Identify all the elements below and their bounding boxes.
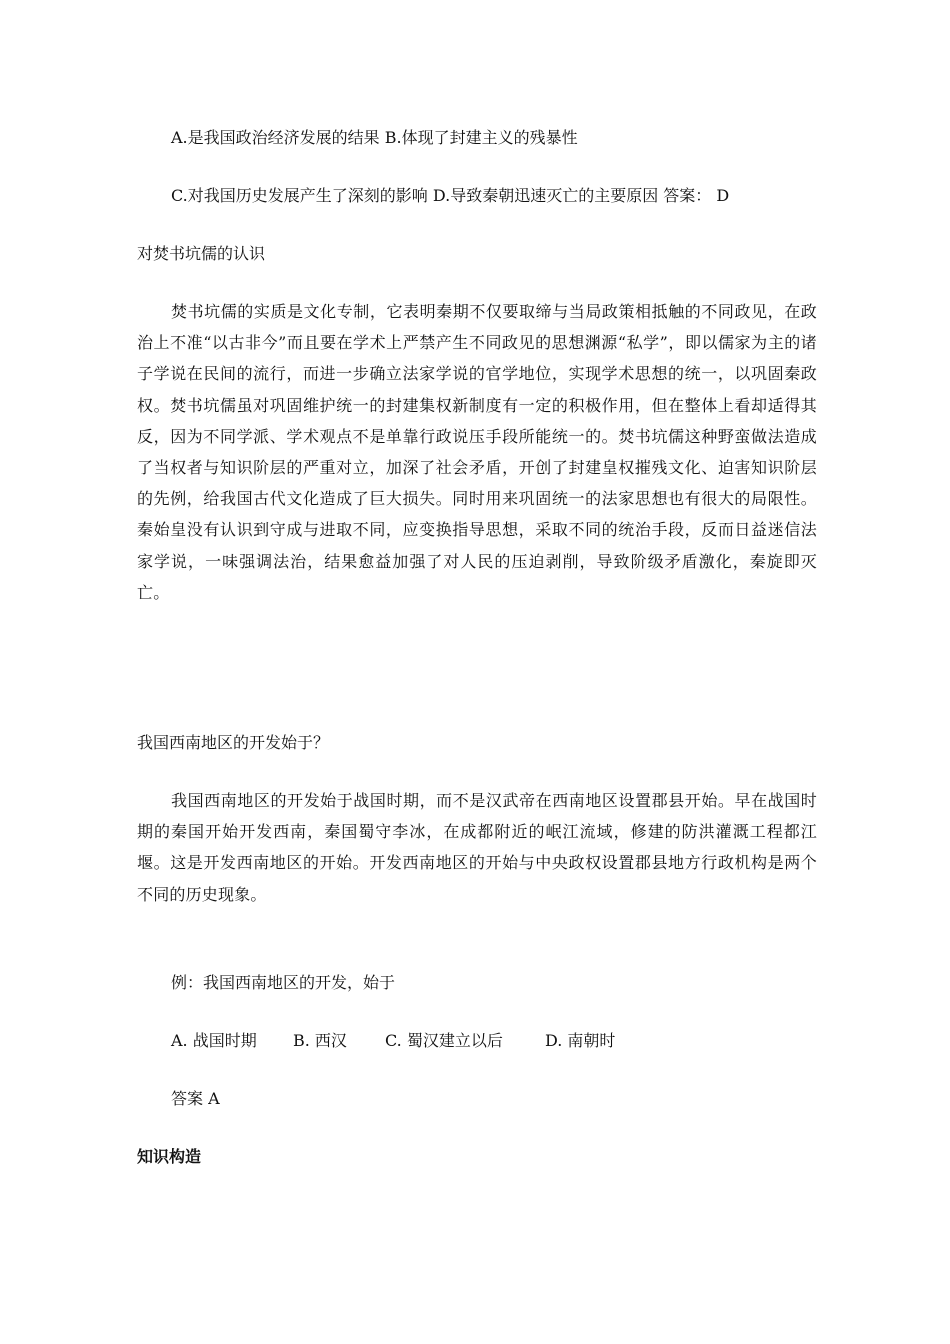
- option-d: D. 南朝时: [545, 1031, 616, 1050]
- example-options: [171, 1031, 615, 1051]
- question-options-line-1: A.是我国政治经济发展的结果 B.体现了封建主义的残暴性: [171, 128, 578, 147]
- option-c: C. 蜀汉建立以后: [385, 1031, 503, 1050]
- section-heading-southwest: 我国西南地区的开发始于？: [137, 733, 330, 752]
- paragraph-southwest: 我国西南地区的开发始于战国时期，而不是汉武帝在西南地区设置郡县开始。早在战国时期的秦国开始开发西南，秦国蜀守李冰，在成都附近的岷江流域，修建的防洪灌溉工程都江堰。这是开发西南地区的开始。开发西南地区的开始与中央政权设置郡县地方行政机构是两个不同的历史现象。: [137, 791, 817, 904]
- section-heading-knowledge-structure: 知识构造: [137, 1147, 202, 1166]
- example-answer: 答案 A: [171, 1089, 220, 1108]
- paragraph-burning-books: 焚书坑儒的实质是文化专制，它表明秦期不仅要取缔与当局政策相抵触的不同政见，在政治上不准“以古非今”而且要在学术上严禁产生不同政见的思想渊源“私学”，即以儒家为主的诸子学说在民间的流行，而进一步确立法家学说的官学地位，实现学术思想的统一，以巩固秦政权。焚书坑儒虽对巩固维护统一的封建集权新制度有一定的积极作用，但在整体上看却适得其反，因为不同学派、学术观点不是单靠行政说压手段所能统一的。焚书坑儒这种野蛮做法造成了当权者与知识阶层的严重对立，加深了社会矛盾，开创了封建皇权摧残文化、迫害知识阶层的先例，给我国古代文化造成了巨大损失。同时用来巩固统一的法家思想也有很大的局限性。秦始皇没有认识到守成与进取不同，应变换指导思想，采取不同的统治手段，反而日益迷信法家学说，一味强调法治，结果愈益加强了对人民的压迫剥削，导致阶级矛盾激化，秦旋即灭亡。: [137, 302, 817, 602]
- question-options-line-2: C.对我国历史发展产生了深刻的影响 D.导致秦朝迅速灭亡的主要原因 答案： D: [171, 186, 730, 205]
- section-heading-burning-books: 对焚书坑儒的认识: [137, 244, 266, 263]
- example-stem: 例：我国西南地区的开发，始于: [171, 973, 396, 992]
- option-a: A. 战国时期: [171, 1031, 257, 1050]
- option-b: B. 西汉: [293, 1031, 347, 1050]
